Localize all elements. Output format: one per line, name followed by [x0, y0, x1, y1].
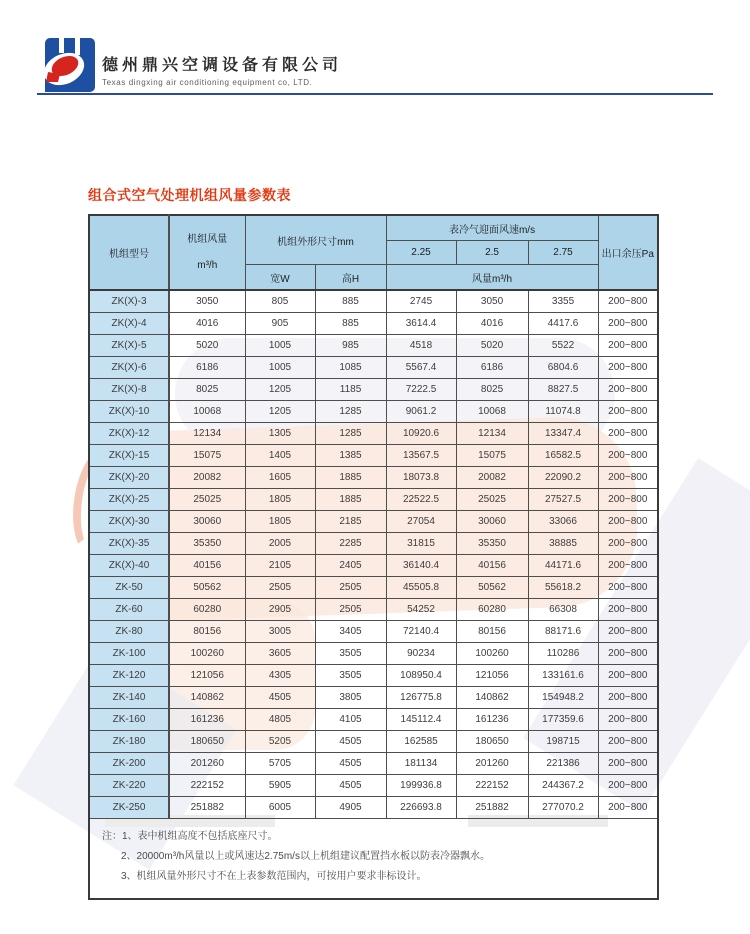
- company-name-en: Texas dingxing air conditioning equipment co, LTD.: [102, 78, 313, 87]
- value-cell: 30060: [169, 510, 245, 532]
- value-cell: 200~800: [598, 642, 658, 664]
- header-divider: [37, 93, 713, 95]
- value-cell: 36140.4: [386, 554, 456, 576]
- value-cell: 25025: [456, 488, 528, 510]
- table-row: [89, 356, 658, 378]
- value-cell: 1205: [245, 378, 315, 400]
- table-row: [89, 686, 658, 708]
- value-cell: 3505: [315, 642, 386, 664]
- value-cell: 140862: [456, 686, 528, 708]
- value-cell: 5020: [169, 334, 245, 356]
- value-cell: 8025: [456, 378, 528, 400]
- value-cell: 3005: [245, 620, 315, 642]
- page-title: 组合式空气处理机组风量参数表: [88, 187, 291, 203]
- value-cell: 4518: [386, 334, 456, 356]
- value-cell: 4305: [245, 664, 315, 686]
- value-cell: 200~800: [598, 796, 658, 818]
- value-cell: 35350: [456, 532, 528, 554]
- value-cell: 199936.8: [386, 774, 456, 796]
- value-cell: 72140.4: [386, 620, 456, 642]
- value-cell: 38885: [528, 532, 598, 554]
- value-cell: 200~800: [598, 290, 658, 312]
- value-cell: 40156: [169, 554, 245, 576]
- value-cell: 251882: [169, 796, 245, 818]
- header-unit-airflow-line2: m³/h: [197, 259, 218, 271]
- value-cell: 1605: [245, 466, 315, 488]
- value-cell: 1005: [245, 334, 315, 356]
- value-cell: 200~800: [598, 510, 658, 532]
- value-cell: 35350: [169, 532, 245, 554]
- note-line-1: 注：1、表中机组高度不包括底座尺寸。: [102, 830, 278, 842]
- value-cell: 10068: [169, 400, 245, 422]
- value-cell: 1085: [315, 356, 386, 378]
- model-cell: ZK(X)-3: [89, 290, 169, 312]
- value-cell: 50562: [456, 576, 528, 598]
- value-cell: 27054: [386, 510, 456, 532]
- table-row: [89, 290, 658, 312]
- company-logo-icon: [44, 38, 96, 94]
- value-cell: 5522: [528, 334, 598, 356]
- value-cell: 1885: [315, 488, 386, 510]
- value-cell: 161236: [456, 708, 528, 730]
- value-cell: 80156: [169, 620, 245, 642]
- value-cell: 4016: [456, 312, 528, 334]
- value-cell: 3805: [315, 686, 386, 708]
- value-cell: 1885: [315, 466, 386, 488]
- value-cell: 5705: [245, 752, 315, 774]
- value-cell: 7222.5: [386, 378, 456, 400]
- table-row: [89, 488, 658, 510]
- value-cell: 200~800: [598, 598, 658, 620]
- model-cell: ZK-60: [89, 598, 169, 620]
- table-row: [89, 796, 658, 818]
- value-cell: 33066: [528, 510, 598, 532]
- value-cell: 180650: [169, 730, 245, 752]
- value-cell: 15075: [456, 444, 528, 466]
- value-cell: 133161.6: [528, 664, 598, 686]
- model-cell: ZK(X)-35: [89, 532, 169, 554]
- table-row: [89, 334, 658, 356]
- value-cell: 222152: [456, 774, 528, 796]
- value-cell: 145112.4: [386, 708, 456, 730]
- value-cell: 177359.6: [528, 708, 598, 730]
- value-cell: 1285: [315, 400, 386, 422]
- header-dimensions: 机组外形尺寸mm: [245, 215, 386, 265]
- value-cell: 226693.8: [386, 796, 456, 818]
- value-cell: 200~800: [598, 686, 658, 708]
- table-body: [89, 290, 658, 818]
- value-cell: 200~800: [598, 752, 658, 774]
- value-cell: 1305: [245, 422, 315, 444]
- value-cell: 10920.6: [386, 422, 456, 444]
- company-masthead: [0, 0, 750, 110]
- value-cell: 16582.5: [528, 444, 598, 466]
- table-row: [89, 466, 658, 488]
- value-cell: 200~800: [598, 400, 658, 422]
- value-cell: 201260: [169, 752, 245, 774]
- value-cell: 222152: [169, 774, 245, 796]
- table-row: [89, 664, 658, 686]
- header-velocity-2-25: 2.25: [386, 241, 456, 265]
- value-cell: 885: [315, 290, 386, 312]
- value-cell: 12134: [456, 422, 528, 444]
- value-cell: 4905: [315, 796, 386, 818]
- table-row: [89, 598, 658, 620]
- model-cell: ZK-100: [89, 642, 169, 664]
- header-outlet-pressure: 出口余压Pa: [598, 215, 658, 290]
- value-cell: 6186: [169, 356, 245, 378]
- value-cell: 2505: [315, 598, 386, 620]
- value-cell: 4016: [169, 312, 245, 334]
- value-cell: 200~800: [598, 422, 658, 444]
- value-cell: 1405: [245, 444, 315, 466]
- header-unit-airflow: [169, 215, 245, 290]
- value-cell: 2505: [315, 576, 386, 598]
- value-cell: 44171.6: [528, 554, 598, 576]
- value-cell: 90234: [386, 642, 456, 664]
- value-cell: 200~800: [598, 312, 658, 334]
- value-cell: 4105: [315, 708, 386, 730]
- value-cell: 1185: [315, 378, 386, 400]
- notes-block: [89, 818, 658, 899]
- value-cell: 2905: [245, 598, 315, 620]
- value-cell: 13567.5: [386, 444, 456, 466]
- model-cell: ZK-220: [89, 774, 169, 796]
- value-cell: 121056: [169, 664, 245, 686]
- value-cell: 27527.5: [528, 488, 598, 510]
- value-cell: 60280: [169, 598, 245, 620]
- table-row: [89, 774, 658, 796]
- model-cell: ZK-160: [89, 708, 169, 730]
- value-cell: 15075: [169, 444, 245, 466]
- value-cell: 905: [245, 312, 315, 334]
- model-cell: ZK-250: [89, 796, 169, 818]
- value-cell: 3405: [315, 620, 386, 642]
- value-cell: 18073.8: [386, 466, 456, 488]
- value-cell: 200~800: [598, 774, 658, 796]
- value-cell: 11074.8: [528, 400, 598, 422]
- value-cell: 55618.2: [528, 576, 598, 598]
- value-cell: 200~800: [598, 466, 658, 488]
- value-cell: 54252: [386, 598, 456, 620]
- model-cell: ZK(X)-8: [89, 378, 169, 400]
- value-cell: 244367.2: [528, 774, 598, 796]
- model-cell: ZK(X)-25: [89, 488, 169, 510]
- value-cell: 1205: [245, 400, 315, 422]
- model-cell: ZK(X)-5: [89, 334, 169, 356]
- value-cell: 180650: [456, 730, 528, 752]
- value-cell: 4805: [245, 708, 315, 730]
- value-cell: 4505: [315, 752, 386, 774]
- value-cell: 161236: [169, 708, 245, 730]
- value-cell: 8827.5: [528, 378, 598, 400]
- value-cell: 200~800: [598, 664, 658, 686]
- value-cell: 30060: [456, 510, 528, 532]
- value-cell: 45505.8: [386, 576, 456, 598]
- value-cell: 60280: [456, 598, 528, 620]
- value-cell: 200~800: [598, 356, 658, 378]
- value-cell: 121056: [456, 664, 528, 686]
- model-cell: ZK-200: [89, 752, 169, 774]
- value-cell: 3605: [245, 642, 315, 664]
- value-cell: 181134: [386, 752, 456, 774]
- value-cell: 1285: [315, 422, 386, 444]
- value-cell: 3050: [456, 290, 528, 312]
- value-cell: 1805: [245, 488, 315, 510]
- header-unit-airflow-line1: 机组风量: [187, 233, 228, 245]
- value-cell: 6804.6: [528, 356, 598, 378]
- model-cell: ZK-120: [89, 664, 169, 686]
- value-cell: 277070.2: [528, 796, 598, 818]
- value-cell: 200~800: [598, 708, 658, 730]
- value-cell: 2745: [386, 290, 456, 312]
- value-cell: 6186: [456, 356, 528, 378]
- value-cell: 40156: [456, 554, 528, 576]
- table-row: [89, 422, 658, 444]
- table-row: [89, 730, 658, 752]
- value-cell: 221386: [528, 752, 598, 774]
- value-cell: 10068: [456, 400, 528, 422]
- table-row: [89, 400, 658, 422]
- value-cell: 154948.2: [528, 686, 598, 708]
- value-cell: 12134: [169, 422, 245, 444]
- value-cell: 22522.5: [386, 488, 456, 510]
- value-cell: 2185: [315, 510, 386, 532]
- table-row: [89, 510, 658, 532]
- airflow-parameter-table: [88, 214, 659, 900]
- table-row: [89, 620, 658, 642]
- value-cell: 985: [315, 334, 386, 356]
- header-width: 宽W: [245, 265, 315, 291]
- model-cell: ZK(X)-30: [89, 510, 169, 532]
- value-cell: 5567.4: [386, 356, 456, 378]
- model-cell: ZK-50: [89, 576, 169, 598]
- value-cell: 251882: [456, 796, 528, 818]
- value-cell: 9061.2: [386, 400, 456, 422]
- value-cell: 140862: [169, 686, 245, 708]
- value-cell: 2285: [315, 532, 386, 554]
- model-cell: ZK-140: [89, 686, 169, 708]
- value-cell: 200~800: [598, 334, 658, 356]
- value-cell: 3614.4: [386, 312, 456, 334]
- value-cell: 6005: [245, 796, 315, 818]
- value-cell: 200~800: [598, 444, 658, 466]
- value-cell: 126775.8: [386, 686, 456, 708]
- value-cell: 31815: [386, 532, 456, 554]
- value-cell: 885: [315, 312, 386, 334]
- value-cell: 88171.6: [528, 620, 598, 642]
- value-cell: 805: [245, 290, 315, 312]
- value-cell: 2405: [315, 554, 386, 576]
- table-row: [89, 708, 658, 730]
- table-row: [89, 444, 658, 466]
- value-cell: 2505: [245, 576, 315, 598]
- model-cell: ZK(X)-20: [89, 466, 169, 488]
- value-cell: 162585: [386, 730, 456, 752]
- model-cell: ZK(X)-15: [89, 444, 169, 466]
- value-cell: 20082: [456, 466, 528, 488]
- value-cell: 20082: [169, 466, 245, 488]
- model-cell: ZK(X)-6: [89, 356, 169, 378]
- header-model: 机组型号: [89, 215, 169, 290]
- value-cell: 66308: [528, 598, 598, 620]
- model-cell: ZK(X)-10: [89, 400, 169, 422]
- value-cell: 200~800: [598, 620, 658, 642]
- model-cell: ZK(X)-40: [89, 554, 169, 576]
- value-cell: 1805: [245, 510, 315, 532]
- table-row: [89, 576, 658, 598]
- brand-block: [102, 52, 342, 87]
- value-cell: 2105: [245, 554, 315, 576]
- table-row: [89, 532, 658, 554]
- value-cell: 25025: [169, 488, 245, 510]
- value-cell: 4505: [315, 774, 386, 796]
- model-cell: ZK-180: [89, 730, 169, 752]
- value-cell: 4417.6: [528, 312, 598, 334]
- value-cell: 3505: [315, 664, 386, 686]
- value-cell: 4505: [245, 686, 315, 708]
- value-cell: 200~800: [598, 730, 658, 752]
- table-row: [89, 378, 658, 400]
- value-cell: 198715: [528, 730, 598, 752]
- value-cell: 110286: [528, 642, 598, 664]
- model-cell: ZK-80: [89, 620, 169, 642]
- value-cell: 8025: [169, 378, 245, 400]
- value-cell: 100260: [456, 642, 528, 664]
- header-airflow-sub: 风量m³/h: [386, 265, 598, 291]
- value-cell: 201260: [456, 752, 528, 774]
- value-cell: 200~800: [598, 554, 658, 576]
- value-cell: 1005: [245, 356, 315, 378]
- value-cell: 22090.2: [528, 466, 598, 488]
- note-line-2: 2、20000m³/h风量以上或风速达2.75m/s以上机组建议配置挡水板以防表冷器飘水。: [121, 850, 490, 862]
- table-row: [89, 312, 658, 334]
- model-cell: ZK(X)-12: [89, 422, 169, 444]
- value-cell: 50562: [169, 576, 245, 598]
- header-height: 高H: [315, 265, 386, 291]
- value-cell: 5205: [245, 730, 315, 752]
- value-cell: 200~800: [598, 532, 658, 554]
- header-face-velocity: 表冷气迎面风速m/s: [386, 215, 598, 241]
- header-velocity-2-5: 2.5: [456, 241, 528, 265]
- value-cell: 200~800: [598, 576, 658, 598]
- table-row: [89, 554, 658, 576]
- value-cell: 80156: [456, 620, 528, 642]
- value-cell: 13347.4: [528, 422, 598, 444]
- spacer: [170, 247, 245, 259]
- value-cell: 200~800: [598, 378, 658, 400]
- value-cell: 3050: [169, 290, 245, 312]
- value-cell: 5020: [456, 334, 528, 356]
- value-cell: 1385: [315, 444, 386, 466]
- value-cell: 108950.4: [386, 664, 456, 686]
- value-cell: 5905: [245, 774, 315, 796]
- table-row: [89, 642, 658, 664]
- model-cell: ZK(X)-4: [89, 312, 169, 334]
- header-velocity-2-75: 2.75: [528, 241, 598, 265]
- table-row: [89, 752, 658, 774]
- value-cell: 2005: [245, 532, 315, 554]
- company-name: 德州鼎兴空调设备有限公司: [102, 55, 343, 74]
- note-line-3: 3、机组风量外形尺寸不在上表参数范围内，可按用户要求非标设计。: [121, 870, 427, 882]
- value-cell: 100260: [169, 642, 245, 664]
- value-cell: 3355: [528, 290, 598, 312]
- value-cell: 4505: [315, 730, 386, 752]
- value-cell: 200~800: [598, 488, 658, 510]
